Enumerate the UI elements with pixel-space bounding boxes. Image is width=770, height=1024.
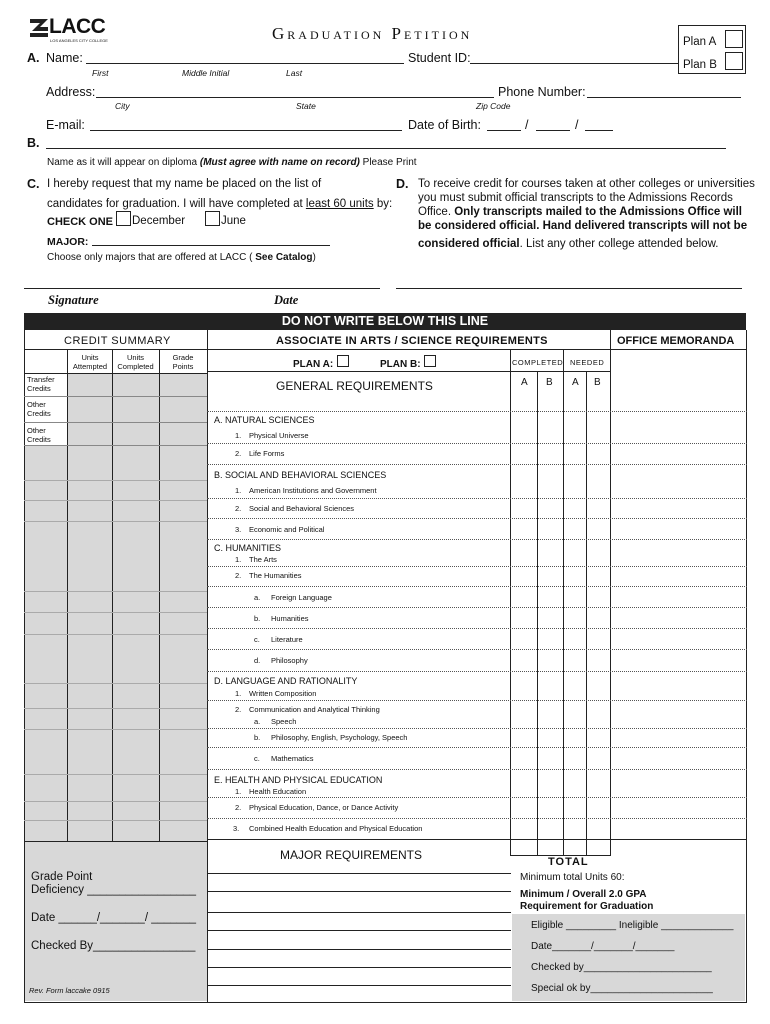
cs-row-rule	[24, 480, 207, 481]
units-attempted-1: Units	[81, 353, 99, 362]
col-grade-points	[160, 353, 206, 371]
cs-row-rule	[24, 634, 207, 635]
n-a1: 1.	[235, 431, 242, 440]
req-rule	[207, 671, 747, 672]
plan-a-col-label: PLAN A:	[293, 359, 334, 370]
req-rule	[207, 769, 747, 770]
major-line[interactable]	[207, 930, 511, 931]
special-ok-label: Special ok by______________________	[531, 983, 713, 994]
completed-label: COMPLETED	[512, 358, 564, 367]
other-credits-label-2	[27, 426, 51, 444]
life-forms: Life Forms	[249, 449, 285, 458]
other2-2: Credits	[27, 435, 51, 444]
section-c-marker: C.	[27, 177, 40, 191]
office-divider-top	[610, 330, 611, 349]
major-field[interactable]	[92, 233, 330, 246]
last-hint: Last	[286, 68, 303, 78]
natural-sciences: A. NATURAL SCIENCES	[214, 415, 315, 425]
combined-health-pe: Combined Health Education and Physical Education	[249, 824, 423, 833]
requirements-title: ASSOCIATE IN ARTS / SCIENCE REQUIREMENTS	[276, 335, 548, 347]
n-e3: 3.	[233, 824, 240, 833]
banner-text: DO NOT WRITE BELOW THIS LINE	[281, 314, 489, 328]
communication-analytical: Communication and Analytical Thinking	[249, 705, 380, 714]
transfer-credits-label	[27, 375, 55, 393]
major-line[interactable]	[207, 912, 511, 913]
completed-a: A	[521, 377, 528, 388]
c-line1: I hereby request that my name be placed on the list of	[47, 178, 322, 190]
units-completed-2: Completed	[117, 362, 154, 371]
office-memoranda-title: OFFICE MEMORANDA	[617, 335, 735, 347]
n-d2: 2.	[235, 705, 242, 714]
needed-a: A	[572, 377, 579, 388]
c-line2-suffix: by:	[373, 198, 393, 210]
section-b-marker: B.	[27, 136, 40, 150]
n-e2: 2.	[235, 803, 242, 812]
phone-field[interactable]	[587, 85, 741, 98]
d-line5-bold: considered official	[418, 238, 520, 250]
req-rule	[207, 586, 747, 587]
header-rule	[24, 349, 746, 350]
total-label: TOTAL	[548, 856, 589, 868]
l-c2c: c.	[254, 635, 260, 644]
req-rule	[207, 443, 747, 444]
logo-subtitle: LOS ANGELES CITY COLLEGE	[50, 38, 108, 43]
d-line3-bold: Only transcripts mailed to the Admissions Office will	[454, 206, 742, 218]
december-checkbox[interactable]	[116, 211, 131, 226]
dob-year-field[interactable]	[585, 118, 613, 131]
see-catalog: See Catalog	[255, 252, 313, 263]
economic-political: Economic and Political	[249, 525, 325, 534]
email-field[interactable]	[90, 118, 402, 131]
min-units-label: Minimum total Units 60:	[520, 872, 625, 883]
logo-text: LACC	[49, 15, 106, 38]
req-rule-end	[207, 839, 747, 840]
major-label: MAJOR:	[47, 236, 89, 248]
email-label: E-mail:	[46, 118, 85, 132]
left-date-label: Date ______/_______/ _______	[31, 912, 196, 924]
plan-box	[678, 25, 746, 74]
req-rule	[207, 566, 747, 567]
req-rule	[207, 628, 747, 629]
other-credits-label-1	[27, 400, 51, 418]
major-line[interactable]	[207, 891, 511, 892]
deficiency-label: Deficiency _________________	[31, 884, 196, 896]
philosophy: Philosophy	[271, 656, 308, 665]
units-attempted-2: Attempted	[72, 362, 108, 371]
c-line2	[47, 198, 392, 210]
state-hint: State	[296, 101, 316, 111]
d-line4: be considered official. Hand delivered transcripts will not be	[418, 220, 748, 232]
req-rule	[207, 797, 747, 798]
other1-2: Credits	[27, 409, 51, 418]
the-arts: The Arts	[249, 555, 277, 564]
other1-1: Other	[27, 400, 46, 409]
transfer-1: Transfer	[27, 375, 55, 384]
plan-a-label: Plan A	[683, 36, 717, 48]
needed-label: NEEDED	[570, 358, 605, 367]
req-rule	[207, 818, 747, 819]
choose-majors-note	[47, 252, 316, 263]
req-plan-b-checkbox[interactable]	[424, 355, 436, 367]
written-composition: Written Composition	[249, 689, 317, 698]
l-d2b: b.	[254, 733, 261, 742]
req-plan-a-checkbox[interactable]	[337, 355, 349, 367]
plan-a-checkbox[interactable]	[725, 30, 743, 48]
plan-b-col-label: PLAN B:	[380, 359, 421, 370]
req-rule	[207, 411, 747, 412]
cs-row-rule	[24, 445, 207, 446]
philosophy-english: Philosophy, English, Psychology, Speech	[271, 733, 408, 742]
zip-hint: Zip Code	[476, 101, 511, 111]
cs-row-rule	[24, 820, 207, 821]
req-rule	[207, 518, 747, 519]
req-rule	[207, 700, 747, 701]
n-d1: 1.	[235, 689, 242, 698]
grade-point-label: Grade Point	[31, 871, 93, 883]
major-line[interactable]	[207, 949, 511, 950]
cs-row-rule	[24, 729, 207, 730]
d-line5-normal: . List any other college attended below.	[519, 238, 719, 250]
humanities-sub: Humanities	[271, 614, 309, 623]
phone-label: Phone Number:	[498, 85, 586, 99]
cs-row-rule	[24, 422, 207, 423]
name-field[interactable]	[86, 51, 404, 64]
diploma-name-field[interactable]	[46, 136, 726, 149]
req-rule	[207, 464, 747, 465]
check-one-label: CHECK ONE	[47, 216, 114, 228]
req-vline-3	[563, 349, 564, 855]
office-date-label: Date_______/_______/_______	[531, 941, 675, 952]
l-d2c: c.	[254, 754, 260, 763]
dob-month-field[interactable]	[487, 118, 521, 131]
lacc-logo	[30, 15, 108, 44]
physical-universe: Physical Universe	[249, 431, 309, 440]
major-requirements-title: MAJOR REQUIREMENTS	[280, 848, 423, 862]
dob-sep-1: /	[525, 118, 529, 132]
diploma-note-prefix: Name as it will appear on diploma	[47, 157, 200, 168]
cs-vline-4	[207, 330, 208, 1002]
cs-row-rule	[24, 591, 207, 592]
december-label: December	[132, 215, 186, 227]
credit-summary-grey	[67, 373, 207, 841]
l-c2a: a.	[254, 593, 261, 602]
choose-end: )	[312, 252, 316, 263]
req-rule	[207, 607, 747, 608]
cs-row-rule	[24, 841, 207, 842]
social-behavioral-sciences: Social and Behavioral Sciences	[249, 504, 355, 513]
the-humanities: The Humanities	[249, 571, 302, 580]
d-line2: you must submit official transcripts to the Admissions Records	[418, 192, 733, 204]
other2-1: Other	[27, 426, 46, 435]
min-gpa-1: Minimum / Overall 2.0 GPA	[520, 889, 647, 900]
cs-row-rule	[24, 708, 207, 709]
diploma-note	[47, 157, 417, 168]
d-line3-normal: Office.	[418, 206, 455, 218]
d-line5	[418, 238, 718, 250]
cs-row-rule	[24, 521, 207, 522]
cs-row-rule	[24, 774, 207, 775]
cs-row-rule	[24, 612, 207, 613]
req-vline-completed	[510, 349, 511, 855]
dob-sep-2: /	[575, 118, 579, 132]
office-checked-by-label: Checked by_______________________	[531, 962, 712, 973]
l-c2b: b.	[254, 614, 261, 623]
foreign-language: Foreign Language	[271, 593, 332, 602]
req-rule	[207, 747, 747, 748]
col-units-attempted	[68, 353, 112, 371]
l-d2a: a.	[254, 717, 261, 726]
name-label: Name:	[46, 51, 83, 65]
major-line[interactable]	[207, 985, 511, 986]
city-hint: City	[115, 101, 130, 111]
general-requirements-title: GENERAL REQUIREMENTS	[276, 379, 433, 393]
completed-b: B	[546, 377, 553, 388]
health-education: Health Education	[249, 787, 307, 796]
eligible-label: Eligible _________ Ineligible _____________	[531, 920, 734, 931]
plan-b-label: Plan B	[683, 59, 717, 71]
needed-b: B	[594, 377, 601, 388]
c-line2-prefix: candidates for graduation. I will have completed at	[47, 198, 306, 210]
do-not-write-banner	[24, 313, 746, 330]
language-rationality: D. LANGUAGE AND RATIONALITY	[214, 676, 358, 686]
cs-row-rule	[24, 396, 207, 397]
other-college-field[interactable]	[396, 276, 742, 289]
c-line2-underlined: least 60 units	[305, 198, 374, 210]
col-units-completed	[113, 353, 158, 371]
cs-header-bottom	[24, 373, 207, 374]
diploma-note-emphasis: (Must agree with name on record)	[199, 157, 360, 168]
lacc-logo-icon	[30, 19, 50, 41]
signature-label: Signature	[48, 293, 99, 307]
address-field[interactable]	[96, 85, 494, 98]
n-a2: 2.	[235, 449, 242, 458]
address-label: Address:	[46, 85, 96, 99]
middle-initial-hint: Middle Initial	[182, 68, 230, 78]
social-behavioral: B. SOCIAL AND BEHAVIORAL SCIENCES	[214, 470, 387, 480]
n-b3: 3.	[235, 525, 242, 534]
n-c1: 1.	[235, 555, 242, 564]
major-line[interactable]	[207, 967, 511, 968]
page-title: Graduation Petition	[272, 24, 473, 43]
transfer-2: Credits	[27, 384, 51, 393]
req-rule	[207, 498, 747, 499]
choose-text: Choose only majors that are offered at LACC (	[47, 252, 256, 263]
req-rule	[207, 649, 747, 650]
diploma-note-suffix: Please Print	[359, 157, 417, 168]
cs-row-rule	[24, 500, 207, 501]
mathematics: Mathematics	[271, 754, 314, 763]
dob-label: Date of Birth:	[408, 118, 481, 132]
grade-points-2: Points	[172, 362, 194, 371]
req-vline-5	[610, 349, 611, 855]
section-a-marker: A.	[27, 51, 40, 65]
first-hint: First	[92, 68, 109, 78]
plan-row-rule	[207, 371, 611, 372]
cs-row-rule	[24, 801, 207, 802]
literature: Literature	[271, 635, 303, 644]
n-c2: 2.	[235, 571, 242, 580]
humanities: C. HUMANITIES	[214, 543, 282, 553]
date-label: Date	[274, 293, 299, 307]
american-institutions: American Institutions and Government	[249, 486, 377, 495]
physical-education: Physical Education, Dance, or Dance Activity	[249, 803, 399, 812]
june-label: June	[221, 215, 246, 227]
min-gpa-2: Requirement for Graduation	[520, 901, 654, 912]
n-b1: 1.	[235, 486, 242, 495]
signature-line[interactable]	[24, 288, 380, 289]
grade-points-1: Grade	[172, 353, 194, 362]
left-col-grey	[25, 445, 67, 841]
req-rule	[207, 728, 747, 729]
june-checkbox[interactable]	[205, 211, 220, 226]
health-pe: E. HEALTH AND PHYSICAL EDUCATION	[214, 775, 383, 785]
units-completed-1: Units	[126, 353, 145, 362]
section-d-marker: D.	[396, 177, 409, 191]
speech: Speech	[271, 717, 297, 726]
req-rule	[207, 539, 747, 540]
cs-row-rule	[24, 683, 207, 684]
plan-b-checkbox[interactable]	[725, 52, 743, 70]
d-line1: To receive credit for courses taken at other colleges or universities	[418, 178, 755, 190]
dob-day-field[interactable]	[536, 118, 570, 131]
n-b2: 2.	[235, 504, 242, 513]
major-line[interactable]	[207, 873, 511, 874]
credit-summary-title: CREDIT SUMMARY	[64, 335, 171, 347]
left-checked-by-label: Checked By________________	[31, 940, 196, 952]
student-id-label: Student ID:	[408, 51, 471, 65]
d-line3	[418, 206, 742, 218]
student-id-field[interactable]	[470, 51, 678, 64]
n-e1: 1.	[235, 787, 242, 796]
l-c2d: d.	[254, 656, 261, 665]
rev-form-label: Rev. Form laccake 0915	[29, 986, 110, 995]
